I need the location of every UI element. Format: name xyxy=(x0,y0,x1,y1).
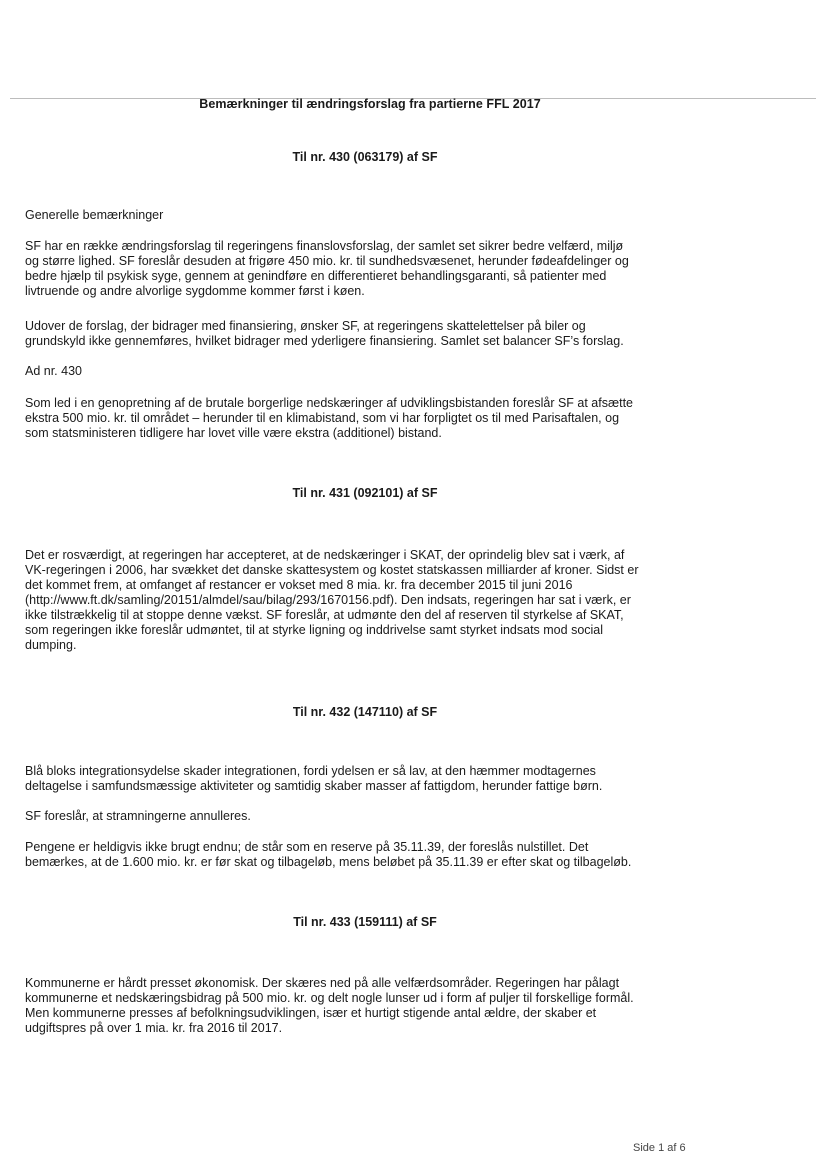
paragraph-municipalities xyxy=(25,976,715,1036)
paragraph-integration xyxy=(25,764,715,794)
paragraph-line: Det er rosværdigt, at regeringen har accepteret, at de nedskæringer i SKAT, der oprindelig blev sat i værk, af xyxy=(25,548,625,562)
paragraph-line: bedre hjælp til psykisk syge, gennem at genindføre en differentieret behandlingsgaranti, så patienter med xyxy=(25,269,607,283)
paragraph-line: SF foreslår, at stramningerne annulleres. xyxy=(25,809,251,823)
paragraph-line: og større lighed. SF foreslår desuden at frigøre 450 mio. kr. til sundhedsvæsenet, herunder fødeafdelinger og xyxy=(25,254,629,268)
section-heading-433: Til nr. 433 (159111) af SF xyxy=(293,915,437,929)
page-number: Side 1 af 6 xyxy=(633,1142,686,1154)
paragraph-line: Pengene er heldigvis ikke brugt endnu; de står som en reserve på 35.11.39, der foreslås nulstillet. Det xyxy=(25,840,589,854)
paragraph-line: kommunerne et nedskæringsbidrag på 500 mio. kr. og delt nogle lunser ud i form af puljer til forskellige formål. xyxy=(25,991,634,1005)
paragraph-line: som statsministeren tidligere har lovet ville være ekstra (additionel) bistand. xyxy=(25,426,442,440)
ad-nr-430-label xyxy=(25,364,715,379)
paragraph-line: Ad nr. 430 xyxy=(25,364,82,378)
section-heading-431: Til nr. 431 (092101) af SF xyxy=(292,486,438,500)
paragraph-financing xyxy=(25,319,715,349)
paragraph-line: VK-regeringen i 2006, har svækket det danske skattesystem og kostet statskassen milliarder af kroner. Sidst er xyxy=(25,563,639,577)
paragraph-skat xyxy=(25,548,715,653)
paragraph-line: Som led i en genopretning af de brutale borgerlige nedskæringer af udviklingsbistanden foreslår SF at afsætte xyxy=(25,396,633,410)
paragraph-line: deltagelse i samfundsmæssige aktiviteter og samtidig skaber masser af fattigdom, herunder fattige børn. xyxy=(25,779,603,793)
paragraph-line: Kommunerne er hårdt presset økonomisk. Der skæres ned på alle velfærdsområder. Regeringen har pålagt xyxy=(25,976,620,990)
paragraph-line: Udover de forslag, der bidrager med finansiering, ønsker SF, at regeringens skattelettelser på biler og xyxy=(25,319,586,333)
paragraph-line: grundskyld ikke gennemføres, hvilket bidrager med yderligere finansiering. Samlet set balancer SF’s forslag. xyxy=(25,334,624,348)
paragraph-line: (http://www.ft.dk/samling/20151/almdel/sau/bilag/293/1670156.pdf). Den indsats, regeringen har sat i værk, er xyxy=(25,593,631,607)
paragraph-line: udgiftspres på over 1 mia. kr. fra 2016 til 2017. xyxy=(25,1021,283,1035)
paragraph-line: det kommet frem, at omfanget af restancer er vokset med 8 mia. kr. fra december 2015 til juni 2016 xyxy=(25,578,573,592)
paragraph-reserve xyxy=(25,840,715,870)
paragraph-annul xyxy=(25,809,715,824)
paragraph-line: ikke tilstrækkelig til at stoppe denne vækst. SF foreslår, at udmønte den del af reserven til styrkelse af SKAT, xyxy=(25,608,624,622)
paragraph-line: bemærkes, at de 1.600 mio. kr. er før skat og tilbageløb, mens beløbet på 35.11.39 er efter skat og tilbageløb. xyxy=(25,855,632,869)
section-heading-430: Til nr. 430 (063179) af SF xyxy=(292,150,438,164)
paragraph-line: ekstra 500 mio. kr. til området – herunder til en klimabistand, som vi har forpligtet os til med Parisaftalen, og xyxy=(25,411,620,425)
paragraph-line: Men kommunerne presses af befolkningsudviklingen, især et hurtigt stigende antal ældre, der skaber et xyxy=(25,1006,597,1020)
paragraph-line: dumping. xyxy=(25,638,77,652)
section-heading-432: Til nr. 432 (147110) af SF xyxy=(292,705,438,719)
paragraph-line: SF har en række ændringsforslag til regeringens finanslovsforslag, der samlet set sikrer bedre velfærd, miljø xyxy=(25,239,624,253)
paragraph-line: livtruende og andre alvorlige sygdomme kommer først i køen. xyxy=(25,284,365,298)
document-title: Bemærkninger til ændringsforslag fra partierne FFL 2017 xyxy=(199,97,541,111)
paragraph-line: Generelle bemærkninger xyxy=(25,208,164,222)
general-remarks-label xyxy=(25,208,715,223)
paragraph-line: Blå bloks integrationsydelse skader integrationen, fordi ydelsen er så lav, at den hæmmer modtagernes xyxy=(25,764,596,778)
paragraph-line: som regeringen ikke foreslår udmøntet, til at styrke ligning og inddrivelse samt styrket indsats mod social xyxy=(25,623,604,637)
paragraph-development-aid xyxy=(25,396,715,441)
paragraph-sf-proposals xyxy=(25,239,715,299)
